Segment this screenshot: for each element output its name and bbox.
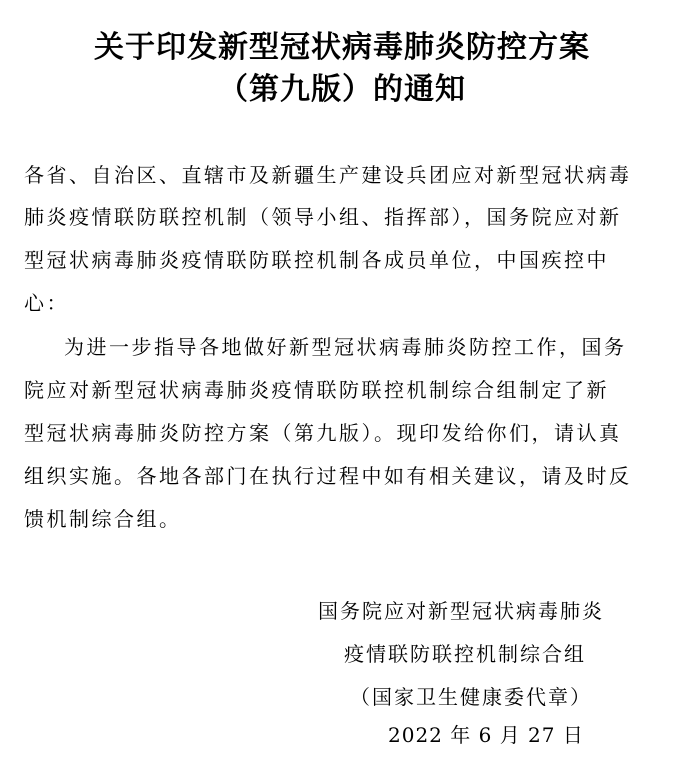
issue-date: 2022 年 6 月 27 日 — [388, 723, 584, 747]
addressee-line: 各省、自治区、直辖市及新疆生产建设兵团应对新型冠状病毒 — [24, 163, 632, 187]
title-line-2: （第九版）的通知 — [218, 72, 466, 107]
addressee-line: 肺炎疫情联防联控机制（领导小组、指挥部），国务院应对新 — [24, 205, 622, 229]
paragraph-line: 为进一步指导各地做好新型冠状病毒肺炎防控工作，国务 — [64, 335, 627, 359]
paragraph-line: 组织实施。各地各部门在执行过程中如有相关建议，请及时反 — [24, 464, 632, 488]
issuing-org-line-2: 疫情联防联控机制综合组 — [344, 642, 586, 666]
paragraph-line: 院应对新型冠状病毒肺炎疫情联防联控机制综合组制定了新 — [24, 378, 609, 402]
paragraph-line: 型冠状病毒肺炎防控方案（第九版）。现印发给你们，请认真 — [24, 421, 622, 445]
title-line-1: 关于印发新型冠状病毒肺炎防控方案 — [94, 30, 590, 65]
issuing-org-line-1: 国务院应对新型冠状病毒肺炎 — [318, 599, 604, 623]
paragraph-line: 馈机制综合组。 — [24, 507, 182, 531]
addressee-line: 型冠状病毒肺炎疫情联防联控机制各成员单位，中国疾控中 — [24, 248, 609, 272]
seal-note: （国家卫生健康委代章） — [350, 685, 592, 709]
addressee-line: 心： — [24, 291, 69, 315]
